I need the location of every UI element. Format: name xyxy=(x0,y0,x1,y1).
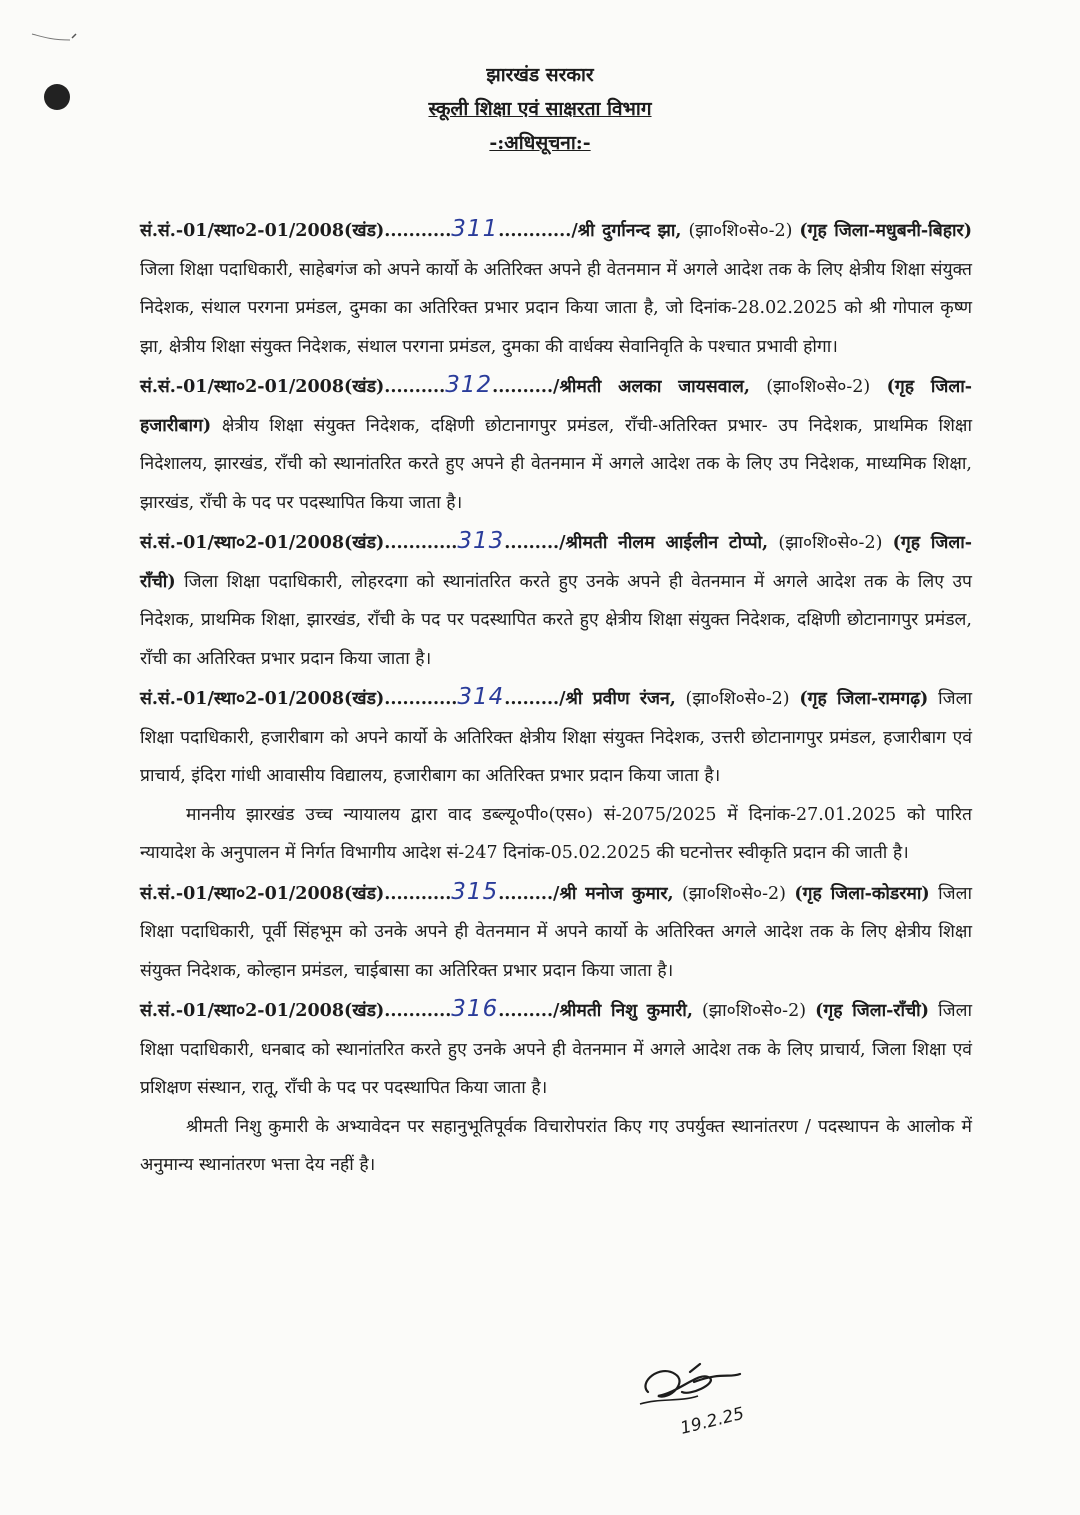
corner-scribble xyxy=(30,28,80,48)
home-district: (गृह जिला-राँची) xyxy=(140,533,972,592)
dots: ............ xyxy=(384,533,458,553)
entry-text: जिला शिक्षा पदाधिकारी, हजारीबाग को अपने कार्यो के अतिरिक्त क्षेत्रीय शिक्षा संयुक्त निदेशक, उत्तरी छोटानागपुर प्रमंडल, हजारीबाग एवं प्राचार्य, इंदिरा गांधी आवासीय विद्यालय, हजारीबाग का अतिरिक्त प्रभार प्रदान किया जाता है। xyxy=(140,689,972,786)
handwritten-number: 315 xyxy=(451,878,499,905)
home-district: (गृह जिला-मधुबनी-बिहार) xyxy=(799,221,972,241)
entry-313 xyxy=(140,522,972,678)
entry-315 xyxy=(140,873,972,991)
officer-name: /श्री प्रवीण रंजन, xyxy=(559,689,676,709)
officer-name: /श्रीमती नीलम आईलीन टोप्पो, xyxy=(559,533,769,553)
signature xyxy=(620,1352,770,1447)
closing-paragraph: श्रीमती निशु कुमारी के अभ्यावेदन पर सहानुभूतिपूर्वक विचारोपरांत किए गए उपर्युक्त स्थानांतरण / पदस्थापन के आलोक में अनुमान्य स्थानांतरण भत्ता देय नहीं है। xyxy=(140,1116,972,1175)
dots: ........... xyxy=(384,883,452,904)
entry-312 xyxy=(140,366,972,522)
handwritten-number: 314 xyxy=(457,684,505,710)
officer-name: /श्री दुर्गानन्द झा, xyxy=(571,221,682,241)
handwritten-number: 311 xyxy=(451,216,499,242)
department-title: स्कूली शिक्षा एवं साक्षरता विभाग xyxy=(428,98,652,120)
handwritten-number: 316 xyxy=(451,996,499,1022)
cadre: (झा०शि०से०-2) xyxy=(768,533,893,553)
reference-code: सं.सं.-01/स्था०2-01/2008(खंड) xyxy=(140,377,385,397)
dots: ......... xyxy=(498,883,554,904)
document-header xyxy=(0,58,1080,160)
officer-name: /श्रीमती अलका जायसवाल, xyxy=(553,377,750,397)
entry-text: जिला शिक्षा पदाधिकारी, साहेबगंज को अपने कार्यो के अतिरिक्त अपने ही वेतनमान में अगले आदेश तक के लिए क्षेत्रीय शिक्षा संयुक्त निदेशक, संथाल परगना प्रमंडल, दुमका का अतिरिक्त प्रभार प्रदान किया जाता है, जो दिनांक-28.02.2025 को श्री गोपाल कृष्ण झा, क्षेत्रीय शिक्षा संयुक्त निदेशक, संथाल परगना प्रमंडल, दुमका की वार्धक्य सेवानिवृति के पश्चात प्रभावी होगा। xyxy=(140,259,972,357)
entry-text: जिला शिक्षा पदाधिकारी, पूर्वी सिंहभूम को उनके अपने ही वेतनमान में अपने कार्यो के अतिरिक्त अगले आदेश तक के लिए क्षेत्रीय शिक्षा संयुक्त निदेशक, कोल्हान प्रमंडल, चाईबासा का अतिरिक्त प्रभार प्रदान किया जाता है। xyxy=(140,883,973,981)
dots: ......... xyxy=(498,1001,554,1021)
signature-scribble xyxy=(620,1352,770,1447)
dots: ........... xyxy=(384,221,452,241)
handwritten-number: 312 xyxy=(445,372,493,398)
entry-314 xyxy=(140,678,972,796)
reference-code: सं.सं.-01/स्था०2-01/2008(खंड) xyxy=(140,689,385,709)
entry-text: जिला शिक्षा पदाधिकारी, लोहरदगा को स्थानांतरित करते हुए उनके अपने ही वेतनमान में अगले आदेश तक के लिए उप निदेशक, प्राथमिक शिक्षा, झारखंड, राँची के पद पर पदस्थापित करते हुए क्षेत्रीय शिक्षा संयुक्त निदेशक, दक्षिणी छोटानागपुर प्रमंडल, राँची का अतिरिक्त प्रभार प्रदान किया जाता है। xyxy=(140,571,972,669)
dots: ......... xyxy=(504,689,560,709)
court-order-paragraph: माननीय झारखंड उच्च न्यायालय द्वारा वाद डब्ल्यू०पी०(एस०) सं-2075/2025 में दिनांक-27.01.2025 को पारित न्यायादेश के अनुपालन में निर्गत विभागीय आदेश सं-247 दिनांक-05.02.2025 की घटनोत्तर स्वीकृति प्रदान की जाती है। xyxy=(140,804,972,863)
home-district: (गृह जिला-हजारीबाग) xyxy=(140,377,972,436)
reference-code: सं.सं.-01/स्था०2-01/2008(खंड) xyxy=(140,883,385,904)
dots: ......... xyxy=(504,533,560,553)
home-district: (गृह जिला-रामगढ़) xyxy=(799,689,929,709)
government-title: झारखंड सरकार xyxy=(486,64,594,86)
home-district: (गृह जिला-कोडरमा) xyxy=(794,883,930,904)
dots: ............ xyxy=(498,221,572,241)
dots: .......... xyxy=(492,377,554,397)
home-district: (गृह जिला-राँची) xyxy=(815,1001,929,1021)
officer-name: /श्री मनोज कुमार, xyxy=(553,883,674,904)
dots: .......... xyxy=(384,377,446,397)
notification-body xyxy=(140,210,972,1185)
cadre: (झा०शि०से०-2) xyxy=(692,1001,816,1021)
cadre: (झा०शि०से०-2) xyxy=(749,377,887,397)
reference-code: सं.सं.-01/स्था०2-01/2008(खंड) xyxy=(140,533,385,553)
signature-date: 19.2.25 xyxy=(678,1403,747,1439)
cadre: (झा०शि०से०-2) xyxy=(681,221,800,241)
reference-code: सं.सं.-01/स्था०2-01/2008(खंड) xyxy=(140,221,385,241)
entry-316 xyxy=(140,990,972,1108)
handwritten-number: 313 xyxy=(457,528,505,554)
entry-311 xyxy=(140,210,972,366)
dots: ............ xyxy=(384,689,458,709)
entry-text: क्षेत्रीय शिक्षा संयुक्त निदेशक, दक्षिणी छोटानागपुर प्रमंडल, राँची-अतिरिक्त प्रभार- उप निदेशक, प्राथमिक शिक्षा निदेशालय, झारखंड, राँची को स्थानांतरित करते हुए अपने ही वेतनमान में अगले आदेश तक के लिए उप निदेशक, माध्यमिक शिक्षा, झारखंड, राँची के पद पर पदस्थापित किया जाता है। xyxy=(140,415,972,513)
dots: ........... xyxy=(384,1001,452,1021)
cadre: (झा०शि०से०-2) xyxy=(673,883,795,904)
officer-name: /श्रीमती निशु कुमारी, xyxy=(553,1001,693,1021)
reference-code: सं.सं.-01/स्था०2-01/2008(खंड) xyxy=(140,1001,385,1021)
entry-text: जिला शिक्षा पदाधिकारी, धनबाद को स्थानांतरित करते हुए उनके अपने ही वेतनमान में अगले आदेश तक के लिए प्राचार्य, जिला शिक्षा एवं प्रशिक्षण संस्थान, रातू, राँची के पद पर पदस्थापित किया जाता है। xyxy=(140,1001,973,1098)
cadre: (झा०शि०से०-2) xyxy=(675,689,800,709)
notification-title: -:अधिसूचना:- xyxy=(489,132,591,154)
